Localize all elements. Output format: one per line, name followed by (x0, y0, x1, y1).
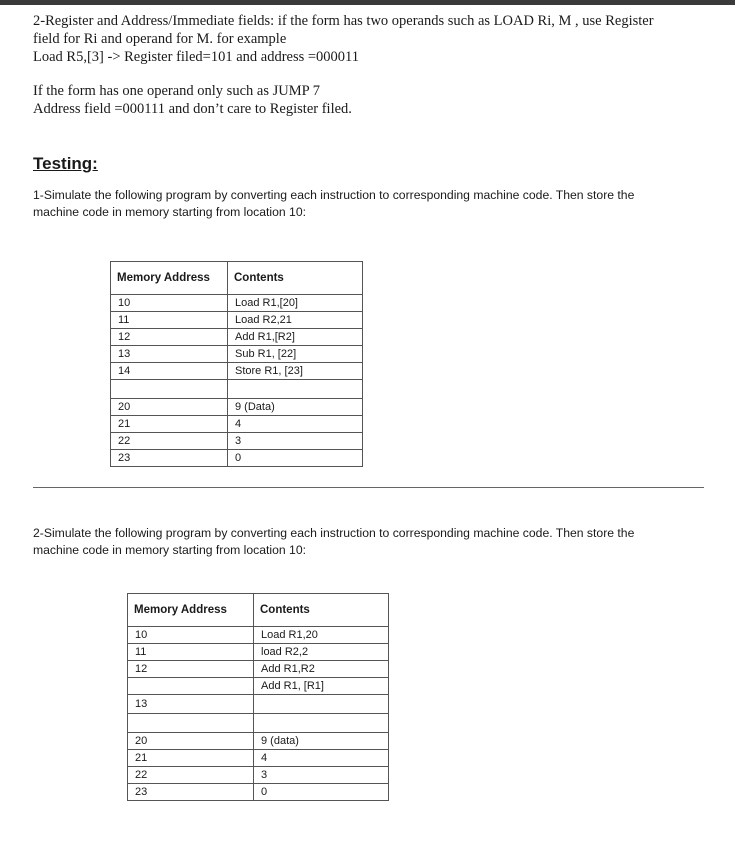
table-row (128, 733, 389, 750)
memory-table-1 (110, 261, 363, 467)
address-cell: 11 (111, 312, 228, 329)
address-cell: 21 (128, 750, 254, 767)
table-row (111, 329, 363, 346)
contents-cell (254, 695, 389, 714)
address-cell: 11 (128, 644, 254, 661)
address-cell: 13 (128, 695, 254, 714)
contents-cell: 4 (228, 416, 363, 433)
table-row (128, 627, 389, 644)
column-header-contents: Contents (228, 262, 363, 295)
address-cell: 22 (128, 767, 254, 784)
section-divider (33, 487, 704, 488)
contents-cell: Sub R1, [22] (228, 346, 363, 363)
intro-line-4: If the form has one operand only such as JUMP 7 (33, 83, 320, 99)
intro-line-3: Load R5,[3] -> Register filed=101 and address =000011 (33, 49, 360, 65)
table-row (128, 695, 389, 714)
column-header-address: Memory Address (111, 262, 228, 295)
table-row (128, 784, 389, 801)
intro-line-1: 2-Register and Address/Immediate fields: if the form has two operands such as LOAD Ri, M , use Register (33, 13, 654, 29)
table-row (128, 750, 389, 767)
table-spacer-row (128, 714, 389, 733)
address-cell: 10 (111, 295, 228, 312)
address-cell: 12 (128, 661, 254, 678)
contents-cell: Load R2,21 (228, 312, 363, 329)
table-row (111, 433, 363, 450)
contents-cell: Load R1,[20] (228, 295, 363, 312)
address-cell: 23 (128, 784, 254, 801)
table-row (111, 312, 363, 329)
intro-line-2: field for Ri and operand for M. for example (33, 31, 287, 47)
table-row (111, 399, 363, 416)
contents-cell: 3 (228, 433, 363, 450)
address-cell: 13 (111, 346, 228, 363)
address-cell: 10 (128, 627, 254, 644)
table-row (111, 346, 363, 363)
table-row (128, 678, 389, 695)
table-header-row (128, 594, 389, 627)
table-row (128, 661, 389, 678)
intro-line-5: Address field =000111 and don’t care to Register filed. (33, 101, 352, 117)
address-cell: 20 (111, 399, 228, 416)
address-cell: 23 (111, 450, 228, 467)
table-spacer-row (111, 380, 363, 399)
contents-cell: load R2,2 (254, 644, 389, 661)
contents-cell: 9 (data) (254, 733, 389, 750)
contents-cell: 3 (254, 767, 389, 784)
table-row (111, 295, 363, 312)
address-cell: 14 (111, 363, 228, 380)
address-cell: 20 (128, 733, 254, 750)
memory-table-2 (127, 593, 389, 801)
address-cell: 21 (111, 416, 228, 433)
table-row (111, 450, 363, 467)
column-header-address: Memory Address (128, 594, 254, 627)
top-bar (0, 0, 735, 5)
contents-cell: 0 (254, 784, 389, 801)
contents-cell: 0 (228, 450, 363, 467)
contents-cell: Add R1,R2 (254, 661, 389, 678)
address-cell (128, 678, 254, 695)
table-row (111, 416, 363, 433)
address-cell: 12 (111, 329, 228, 346)
table-row (128, 644, 389, 661)
address-cell: 22 (111, 433, 228, 450)
contents-cell: 9 (Data) (228, 399, 363, 416)
column-header-contents: Contents (254, 594, 389, 627)
testing-heading: Testing: (33, 154, 98, 173)
table-row (128, 767, 389, 784)
contents-cell: 4 (254, 750, 389, 767)
contents-cell: Load R1,20 (254, 627, 389, 644)
contents-cell: Add R1,[R2] (228, 329, 363, 346)
table-header-row (111, 262, 363, 295)
question-2-text: 2-Simulate the following program by converting each instruction to corresponding machine code. Then store the machine code in memory starting from location 10: (33, 526, 635, 557)
contents-cell: Store R1, [23] (228, 363, 363, 380)
table-row (111, 363, 363, 380)
contents-cell: Add R1, [R1] (254, 678, 389, 695)
question-1-text: 1-Simulate the following program by converting each instruction to corresponding machine code. Then store the machine code in memory starting from location 10: (33, 188, 635, 219)
